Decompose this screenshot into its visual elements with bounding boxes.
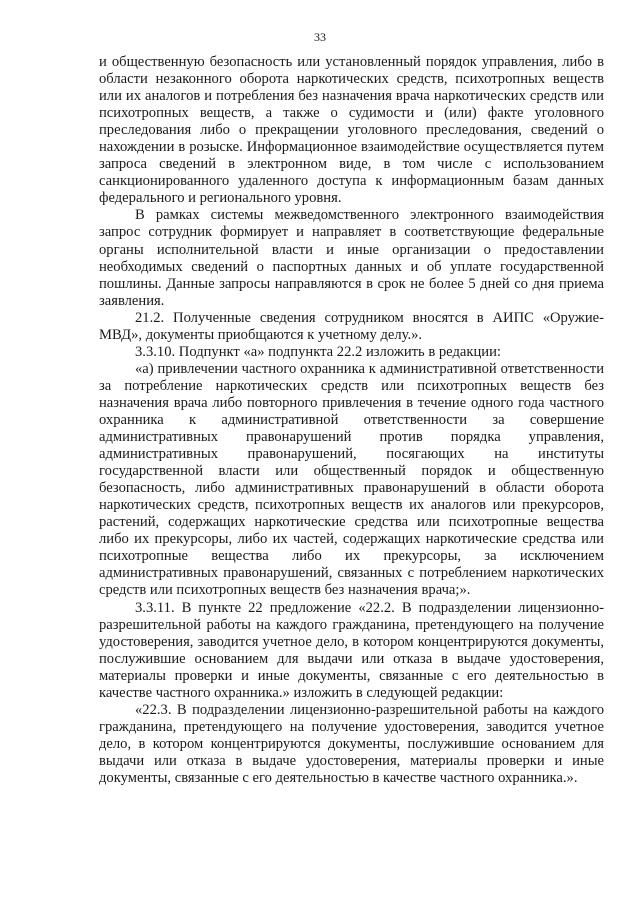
paragraph-3-3-10: 3.3.10. Подпункт «а» подпункта 22.2 изложить в редакции: <box>135 343 501 360</box>
page-number: 33 <box>314 30 326 44</box>
paragraph-21-2: 21.2. Полученные сведения сотрудником вносятся в АИПС «Оружие-МВД», документы приобщаются к учетному делу.». <box>99 309 604 343</box>
paragraph-3-3-11: 3.3.11. В пункте 22 предложение «22.2. В подразделении лицензионно-разрешительной работы на каждого гражданина, претендующего на получение удостоверения, заводится учетное дело, в котором концентрируются документы, послужившие основанием для выдачи или отказа в выдаче удостоверения, материалы проверки и иные документы, связанные с его деятельностью в качестве частного охранника.» изложить в следующей редакции: <box>99 599 604 701</box>
paragraph-interagency-request: В рамках системы межведомственного электронного взаимодействия запрос сотрудник формирует и направляет в соответствующие федеральные органы исполнительной власти и иные организации о предоставлении необходимых сведений о паспортных данных и об уплате государственной пошлины. Данные запросы направляются в срок не более 5 дней со дня приема заявления. <box>99 207 604 309</box>
paragraph-subpoint-a: «а) привлечении частного охранника к административной ответственности за потребление наркотических средств или психотропных веществ без назначения врача либо повторного привлечения в течение одного года частного охранника к административной ответственности за совершение административных правонарушений против порядка управления, административных правонарушений, посягающих на институты государственной власти или общественный порядок и общественную безопасность, либо административных правонарушений в области оборота наркотических средств, психотропных веществ их аналогов или прекурсоров, растений, содержащих наркотические средства или психотропные вещества либо их прекурсоры, либо их частей, содержащих наркотические средства или психотропные вещества либо их прекурсоры, за исключением административных правонарушений, связанных с потреблением наркотических средств или психотропных веществ без назначения врача;». <box>99 360 604 599</box>
paragraph-22-3: «22.3. В подразделении лицензионно-разрешительной работы на каждого гражданина, претендующего на получение удостоверения, заводится учетное дело, в котором концентрируются документы, послужившие основанием для выдачи или отказа в выдаче удостоверения, материалы проверки и иные документы, связанные с его деятельностью в качестве частного охранника.». <box>99 701 604 786</box>
paragraph-continuation: и общественную безопасность или установленный порядок управления, либо в области незаконного оборота наркотических средств, психотропных веществ или их аналогов и потребления без назначения врача наркотических средств или психотропных веществ, а также о судимости и (или) факте уголовного преследования либо о прекращении уголовного преследования, сведений о нахождении в розыске. Информационное взаимодействие осуществляется путем запроса сведений в электронном виде, в том числе с использованием санкционированного удаленного доступа к информационным базам данных федерального и регионального уровня. <box>99 54 604 207</box>
document-body <box>99 54 604 787</box>
